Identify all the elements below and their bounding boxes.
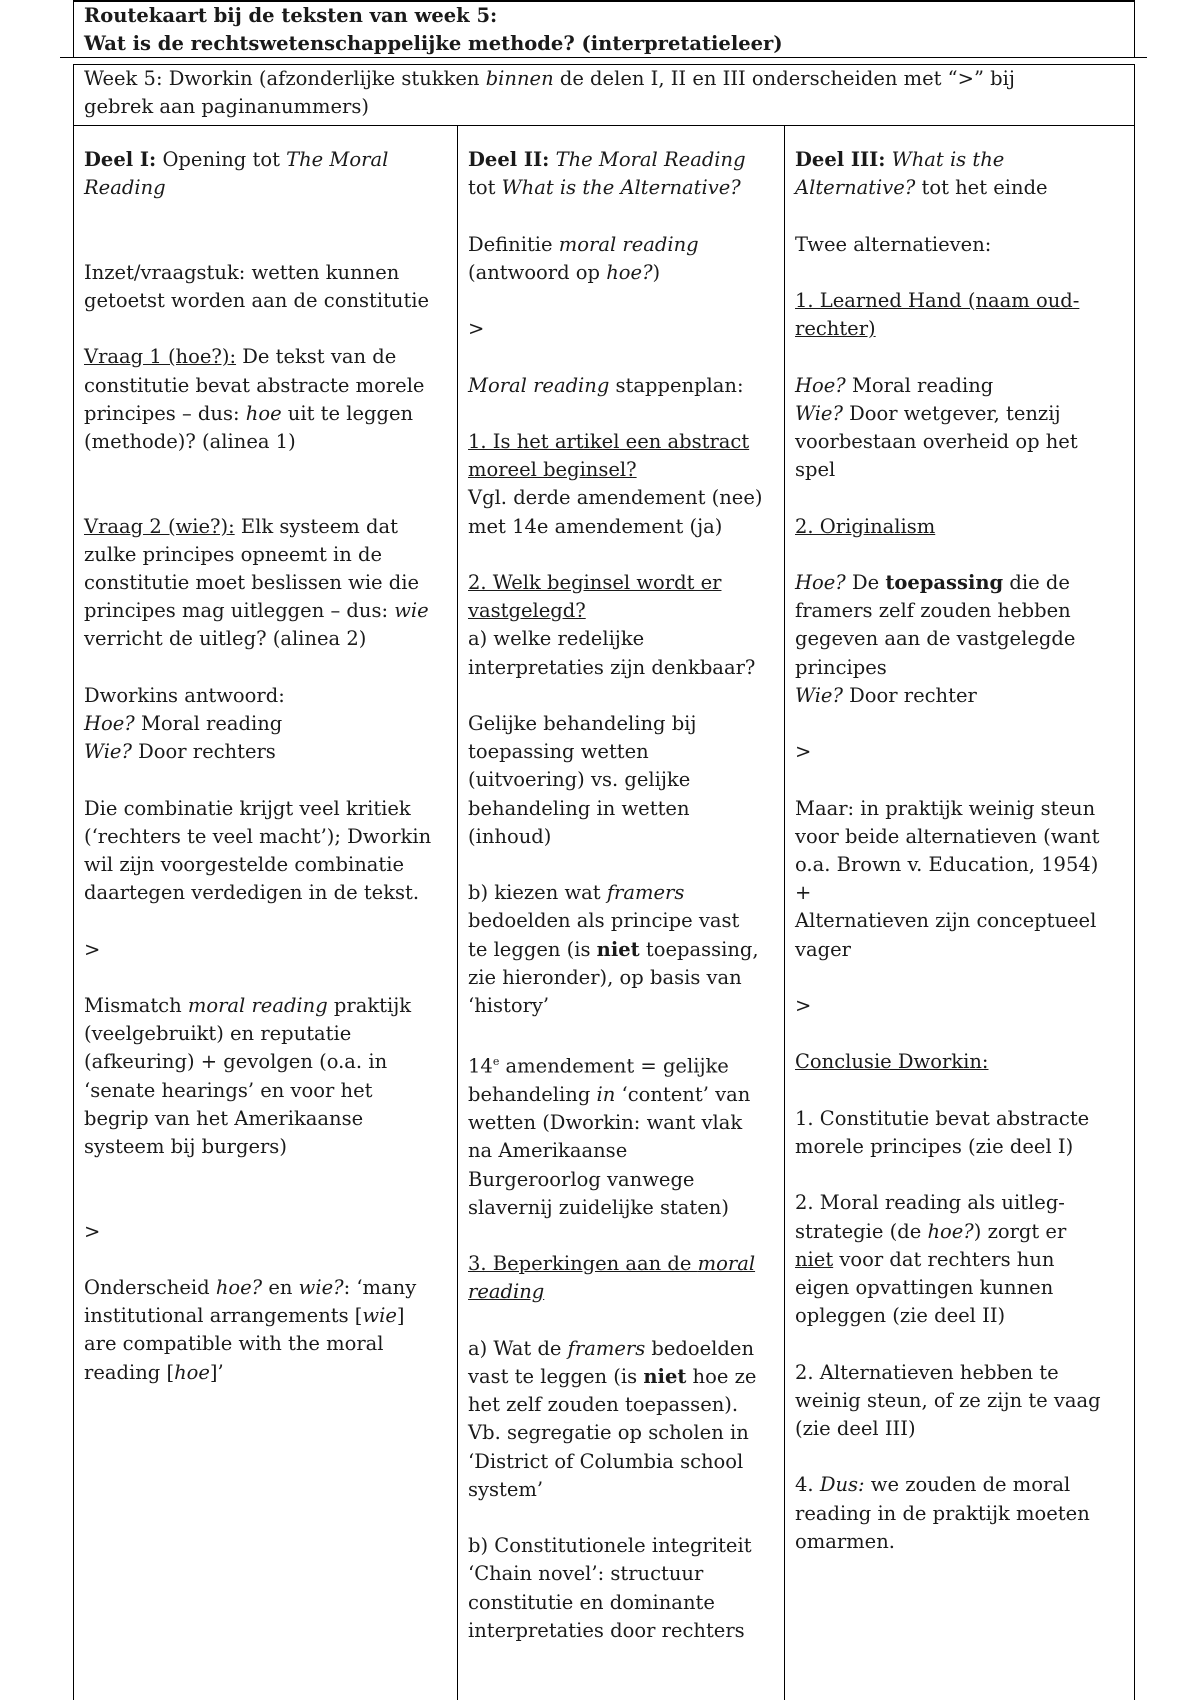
alternatief-2: 2. Originalism xyxy=(795,514,936,538)
week-text: Week 5: Dworkin (afzonderlijke stukken xyxy=(84,67,486,90)
stap-1: 1. Is het artikel een abstract xyxy=(468,429,750,453)
column-deel-3 xyxy=(784,125,1135,1700)
section-separator: > xyxy=(795,993,812,1017)
deel-1-content: Deel I: Opening tot The Moral Reading Inzet/vraagstuk: wetten kunnen getoetst worden aan de constitutie Vraag 1 (hoe?): De tekst van de constitutie bevat abstracte morele principes – dus: hoe uit te leggen (methode)? (alinea 1) Vraag 2 (wie?): Elk systeem dat zulke principes opneemt in de constitutie moet beslissen wie die principes mag uitleggen – dus: wie verricht de uitleg? (alinea 2) Dworkins antwoord: Hoe? Moral reading Wie? Door rechters Die combinatie krijgt veel kritiek (‘rechters te veel macht’); Dworkin wil zijn voorgestelde combinatie daartegen verdedigen in de tekst. > Mismatch moral reading praktijk (veelgebruikt) en reputatie (afkeuring) + gevolgen (o.a. in ‘senate hearings’ en voor het begrip van het Amerikaanse systeem bij burgers) > Onderscheid hoe? en wie?: ‘many institutional arrangements [wie] are compatible with the moral reading [hoe]’ xyxy=(84,146,453,1387)
week-description-line-1 xyxy=(84,65,1124,93)
section-separator: > xyxy=(795,740,812,764)
header-line-1: Routekaart bij de teksten van week 5: xyxy=(84,4,498,27)
column-deel-2 xyxy=(457,125,784,1700)
document-header xyxy=(73,0,1135,58)
week-description-line-2: gebrek aan paginanummers) xyxy=(84,95,369,118)
section-separator: > xyxy=(468,317,485,341)
header-rule xyxy=(60,57,1147,58)
inzet-text: Inzet/vraagstuk: wetten kunnen xyxy=(84,260,400,284)
deel-3-content: Deel III: What is the Alternative? tot het einde Twee alternatieven: 1. Learned Hand (naam oud- rechter) Hoe? Moral reading Wie? Door wetgever, tenzij voorbestaan overheid op het spel 2. Originalism Hoe? De toepassing die de framers zelf zouden hebben gegeven aan de vastgelegde principes Wie? Door rechter > Maar: in praktijk weinig steun voor beide alternatieven (want o.a. Brown v. Education, 1954) + Alternatieven zijn conceptueel vager > Conclusie Dworkin: 1. Constitutie bevat abstracte morele principes (zie deel I) 2. Moral reading als uitleg- strategie (de hoe?) zorgt er niet voor dat rechters hun eigen opvattingen kunnen opleggen (zie deel II) 2. Alternatieven hebben te weinig steun, of ze zijn te vaag (zie deel III) 4. Dus: we zouden de moral reading in de praktijk moeten omarmen. xyxy=(795,146,1130,1556)
column-deel-1 xyxy=(73,125,457,1700)
vraag-2: Vraag 2 (wie?): Elk systeem dat xyxy=(84,514,398,538)
vraag-1: Vraag 1 (hoe?): De tekst van de xyxy=(84,345,397,369)
section-separator: > xyxy=(84,937,101,961)
conclusie-dworkin: Conclusie Dworkin: xyxy=(795,1050,989,1074)
inzet-text: getoetst worden aan de constitutie xyxy=(84,289,430,312)
section-separator: > xyxy=(84,1219,101,1243)
header-line-2: Wat is de rechtswetenschappelijke methode? (interpretatieleer) xyxy=(84,32,783,55)
stap-2: 2. Welk beginsel wordt er xyxy=(468,570,722,594)
deel-2-content: Deel II: The Moral Reading tot What is the Alternative? Definitie moral reading (antwoord op hoe?) > Moral reading stappenplan: 1. Is het artikel een abstract moreel beginsel? Vgl. derde amendement (nee) met 14e amendement (ja) 2. Welk beginsel wordt er vastgelegd? a) welke redelijke interpretaties zijn denkbaar? Gelijke behandeling bij toepassing wetten (uitvoering) vs. gelijke behandeling in wetten (inhoud) b) kiezen wat framers bedoelden als principe vast te leggen (is niet toepassing, zie hieronder), op basis van ‘history’ 14e amendement = gelijke behandeling in ‘content’ van wetten (Dworkin: want vlak na Amerikaanse Burgeroorlog vanwege slavernij zuidelijke staten) 3. Beperkingen aan de moral reading a) Wat de framers bedoelden vast te leggen (is niet hoe ze het zelf zouden toepassen). Vb. segregatie op scholen in ‘District of Columbia school system’ b) Constitutionele integriteit ‘Chain novel’: structuur constitutie en dominante interpretaties door rechters xyxy=(468,146,780,1645)
alternatief-1: 1. Learned Hand (naam oud- xyxy=(795,288,1080,312)
week-text-italic: binnen xyxy=(485,67,554,90)
deel-1-title: Deel I: Opening tot The Moral xyxy=(84,148,389,171)
deel-3-title: Deel III: What is the xyxy=(795,148,1005,171)
dworkins-antwoord: Dworkins antwoord: xyxy=(84,683,285,707)
stap-3: 3. Beperkingen aan de moral xyxy=(468,1252,756,1276)
week-description xyxy=(73,64,1135,126)
week-text: de delen I, II en III onderscheiden met “>” bij xyxy=(553,67,1015,90)
deel-2-title: Deel II: The Moral Reading xyxy=(468,148,746,171)
